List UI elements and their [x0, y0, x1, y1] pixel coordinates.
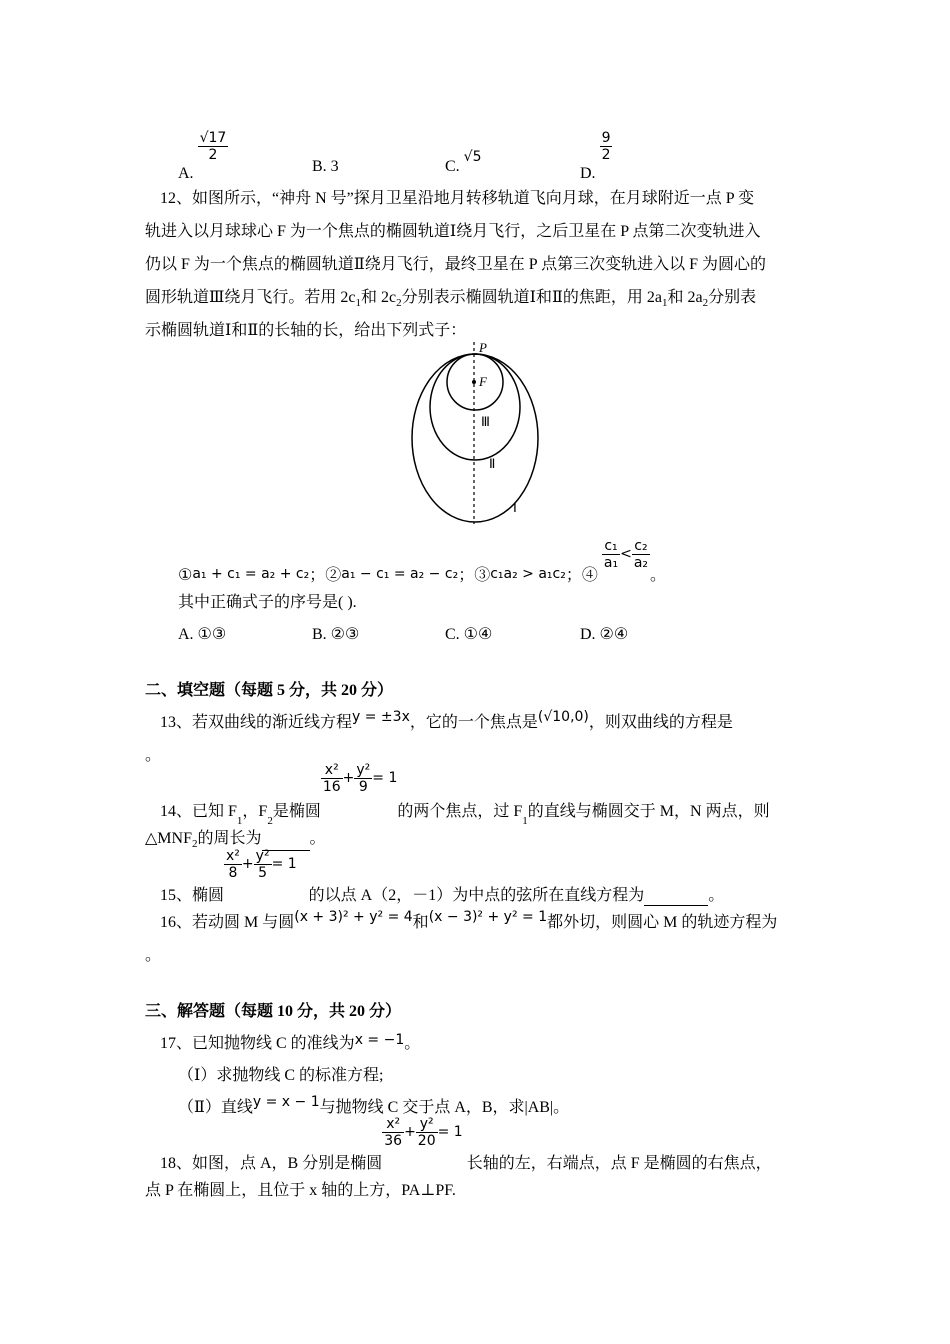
- q17-line: 17、已知抛物线 C 的准线为x = −1。: [160, 1032, 421, 1052]
- q11-option-a-fraction: $\frac{√17}{2}$: [199, 130, 227, 163]
- q13-line-1: 13、若双曲线的渐近线方程y = ±3x，它的一个焦点是(√10,0)，则双曲线的方程是: [160, 709, 733, 731]
- q12-question: 其中正确式子的序号是( ).: [178, 594, 357, 611]
- focus-point: [472, 380, 476, 384]
- q11-option-d: D. $\frac{9}{2}$: [580, 130, 611, 183]
- q11-option-a: A. $\frac{√17}{2}$: [178, 130, 227, 183]
- q12-line-3: 仍以 F 为一个焦点的椭圆轨道Ⅱ绕月飞行，最终卫星在 P 点第三次变轨进入以 F 为圆心的: [145, 256, 766, 273]
- q12-option-d: D. ②④: [580, 626, 629, 643]
- label-f: F: [479, 374, 487, 389]
- q13-line-2: 。: [145, 747, 162, 764]
- section-2-heading: 二、填空题（每题 5 分，共 20 分）: [145, 682, 394, 699]
- orbit-i-ellipse: [412, 354, 538, 522]
- q17-part-2: （Ⅱ）直线y = x − 1与抛物线 C 交于点 A，B，求|AB|。: [178, 1094, 570, 1116]
- q14-line-2: $\triangle MNF_2$的周长为 。: [145, 830, 326, 851]
- q18-line-1: 18、如图，点 A，B 分别是椭圆 $\frac{\text{x²}}{36}$ + $\frac{\text{y²}}{20}$ = 1长轴的左，右端点，点 F 是椭圆的右焦点，: [160, 1116, 772, 1173]
- q12-line-1: 12、如图所示，“神舟 N 号”探月卫星沿地月转移轨道飞向月球，在月球附近一点 P 变: [160, 190, 755, 207]
- label-iii: Ⅲ: [481, 414, 490, 429]
- q11-option-b: B. 3: [312, 158, 339, 175]
- q12-line-2: 轨进入以月球球心 F 为一个焦点的椭圆轨道Ⅰ绕月飞行，之后卫星在 P 点第二次变轨进入: [145, 223, 761, 240]
- q12-line-4: 圆形轨道Ⅲ绕月飞行。若用 $2c_1$和 $2c_2$分别表示椭圆轨道Ⅰ和Ⅱ的焦距，用 $2a_1$和 $2a_2$分别表: [145, 289, 757, 310]
- label-i: Ⅰ: [513, 500, 517, 515]
- q16-line-1: 16、若动圆 M 与圆(x + 3)² + y² = 4和(x − 3)² + y² = 1都外切，则圆心 M 的轨迹方程为: [160, 909, 778, 931]
- q12-option-c: C. ①④: [445, 626, 493, 643]
- q17-part-1: （Ⅰ）求抛物线 C 的标准方程;: [178, 1067, 384, 1084]
- section-3-heading: 三、解答题（每题 10 分，共 20 分）: [145, 1003, 402, 1020]
- q12-formulas: ①a₁ + c₁ = a₂ + c₂；②a₁ − c₁ = a₂ − c₂；③c₁a₂ > a₁c₂；④ $\frac{\text{c₁}}{\text{a₁}}$ < $\frac{\text{c₂}}{\text{a₂}}$ 。: [178, 538, 667, 585]
- q12-line-5: 示椭圆轨道Ⅰ和Ⅱ的长轴的长，给出下列式子：: [145, 322, 467, 339]
- q11-option-c: C. √5: [445, 149, 482, 175]
- label-ii: Ⅱ: [489, 456, 496, 471]
- label-p: P: [479, 340, 487, 355]
- q16-line-2: 。: [145, 947, 162, 964]
- q12-option-b: B. ②③: [312, 626, 360, 643]
- orbit-figure: [405, 338, 545, 528]
- orbit-ii-ellipse: [430, 354, 520, 460]
- q15-line: 15、椭圆 $\frac{\text{x²}}{8}$ + $\frac{\text{y²}}{5}$ = 1的以点 A（2，－1）为中点的弦所在直线方程为 。: [160, 848, 725, 905]
- q12-option-a: A. ①③: [178, 626, 227, 643]
- q11-option-d-fraction: $\frac{9}{2}$: [601, 130, 611, 163]
- q14-line-1: 14、已知 $F_1$，$F_2$是椭圆 $\frac{\text{x²}}{16}$ + $\frac{\text{y²}}{9}$ = 1的两个焦点，过 $F_1$的直线与椭圆交于 M，N 两点，则: [160, 762, 770, 828]
- q15-blank: [644, 887, 708, 906]
- q18-line-2: 点 P 在椭圆上，且位于 x 轴的上方，PA⊥PF.: [145, 1182, 456, 1199]
